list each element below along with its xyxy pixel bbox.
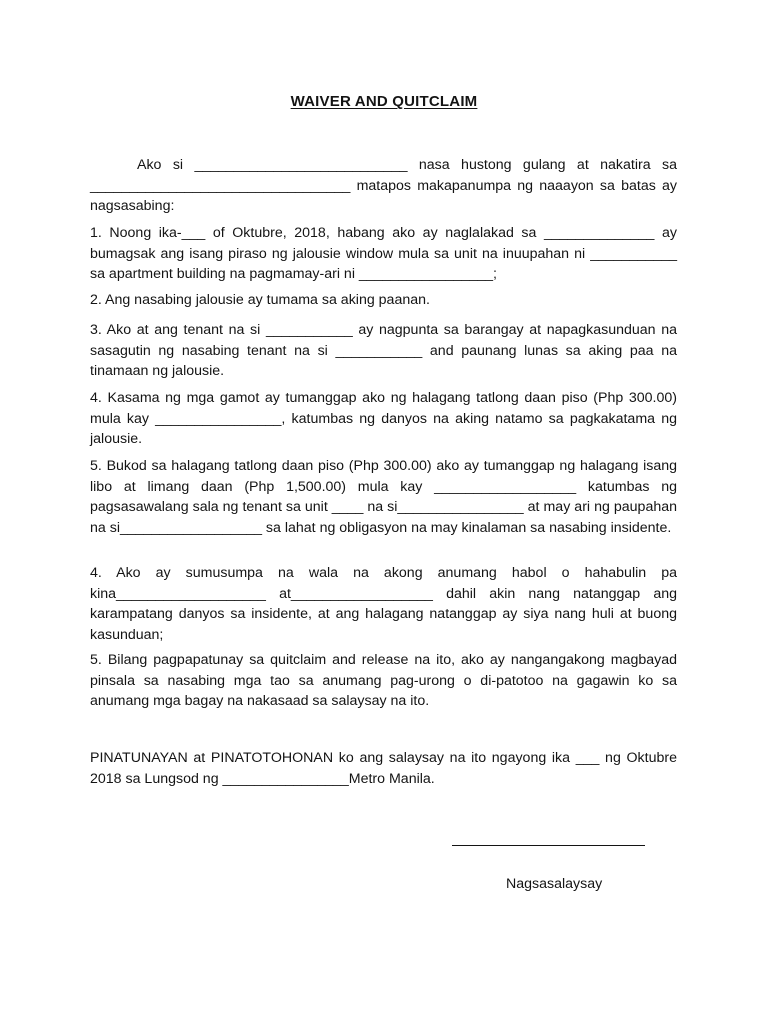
document-title: WAIVER AND QUITCLAIM — [290, 93, 478, 110]
paragraph-3: 3. Ako at ang tenant na si ___________ ay nagpunta sa barangay at napagkasunduan na sasagutin ng nasabing tenant na si ___________ and paunang lunas sa aking paa na tinamaan ng jalousie. — [90, 322, 677, 379]
paragraph-7: 5. Bilang pagpapatunay sa quitclaim and release na ito, ako ay nangangakong magbayad pinsala sa nasabing mga tao sa anumang pag-urong o di-patotoo na gagawin ko sa anumang mga bagay na nakasaad sa salaysay na ito. — [90, 652, 677, 709]
intro-paragraph: Ako si ___________________________ nasa hustong gulang at nakatira sa _________________________________ matapos makapanumpa ng naaayon sa batas ay nagsasabing: — [90, 157, 677, 214]
paragraph-2: 2. Ang nasabing jalousie ay tumama sa aking paanan. — [90, 292, 430, 308]
paragraph-6: 4. Ako ay sumusumpa na wala na akong anumang habol o hahabulin pa kina___________________ at__________________ dahil akin nang natanggap ang karampatang danyos sa insidente, at ang halagang natanggap ay siya nang huli at buong kasunduan; — [90, 565, 677, 643]
signature-label: Nagsasalaysay — [506, 876, 603, 892]
paragraph-1: 1. Noong ika-___ of Oktubre, 2018, habang ako ay naglalakad sa ______________ ay bumagsak ang isang piraso ng jalousie window mula sa unit na inuupahan ni ___________ sa apartment building na pagmamay-ari ni _________________; — [90, 225, 677, 282]
paragraph-4: 4. Kasama ng mga gamot ay tumanggap ako ng halagang tatlong daan piso (Php 300.00) mula kay ________________, katumbas ng danyos na aking natamo sa pagkakatama ng jalousie. — [90, 390, 677, 447]
paragraph-5: 5. Bukod sa halagang tatlong daan piso (Php 300.00) ako ay tumanggap ng halagang isang libo at limang daan (Php 1,500.00) mula kay __________________ katumbas ng pagsasawalang sala ng tenant sa unit ____ na si________________ at may ari ng paupahan na si__________________ sa lahat ng obligasyon na may kinalaman sa nasabing insidente. — [90, 458, 677, 536]
attestation-paragraph: PINATUNAYAN at PINATOTOHONAN ko ang salaysay na ito ngayong ika ___ ng Oktubre 2018 sa Lungsod ng ________________Metro Manila. — [90, 750, 677, 787]
signature-line — [452, 845, 645, 846]
